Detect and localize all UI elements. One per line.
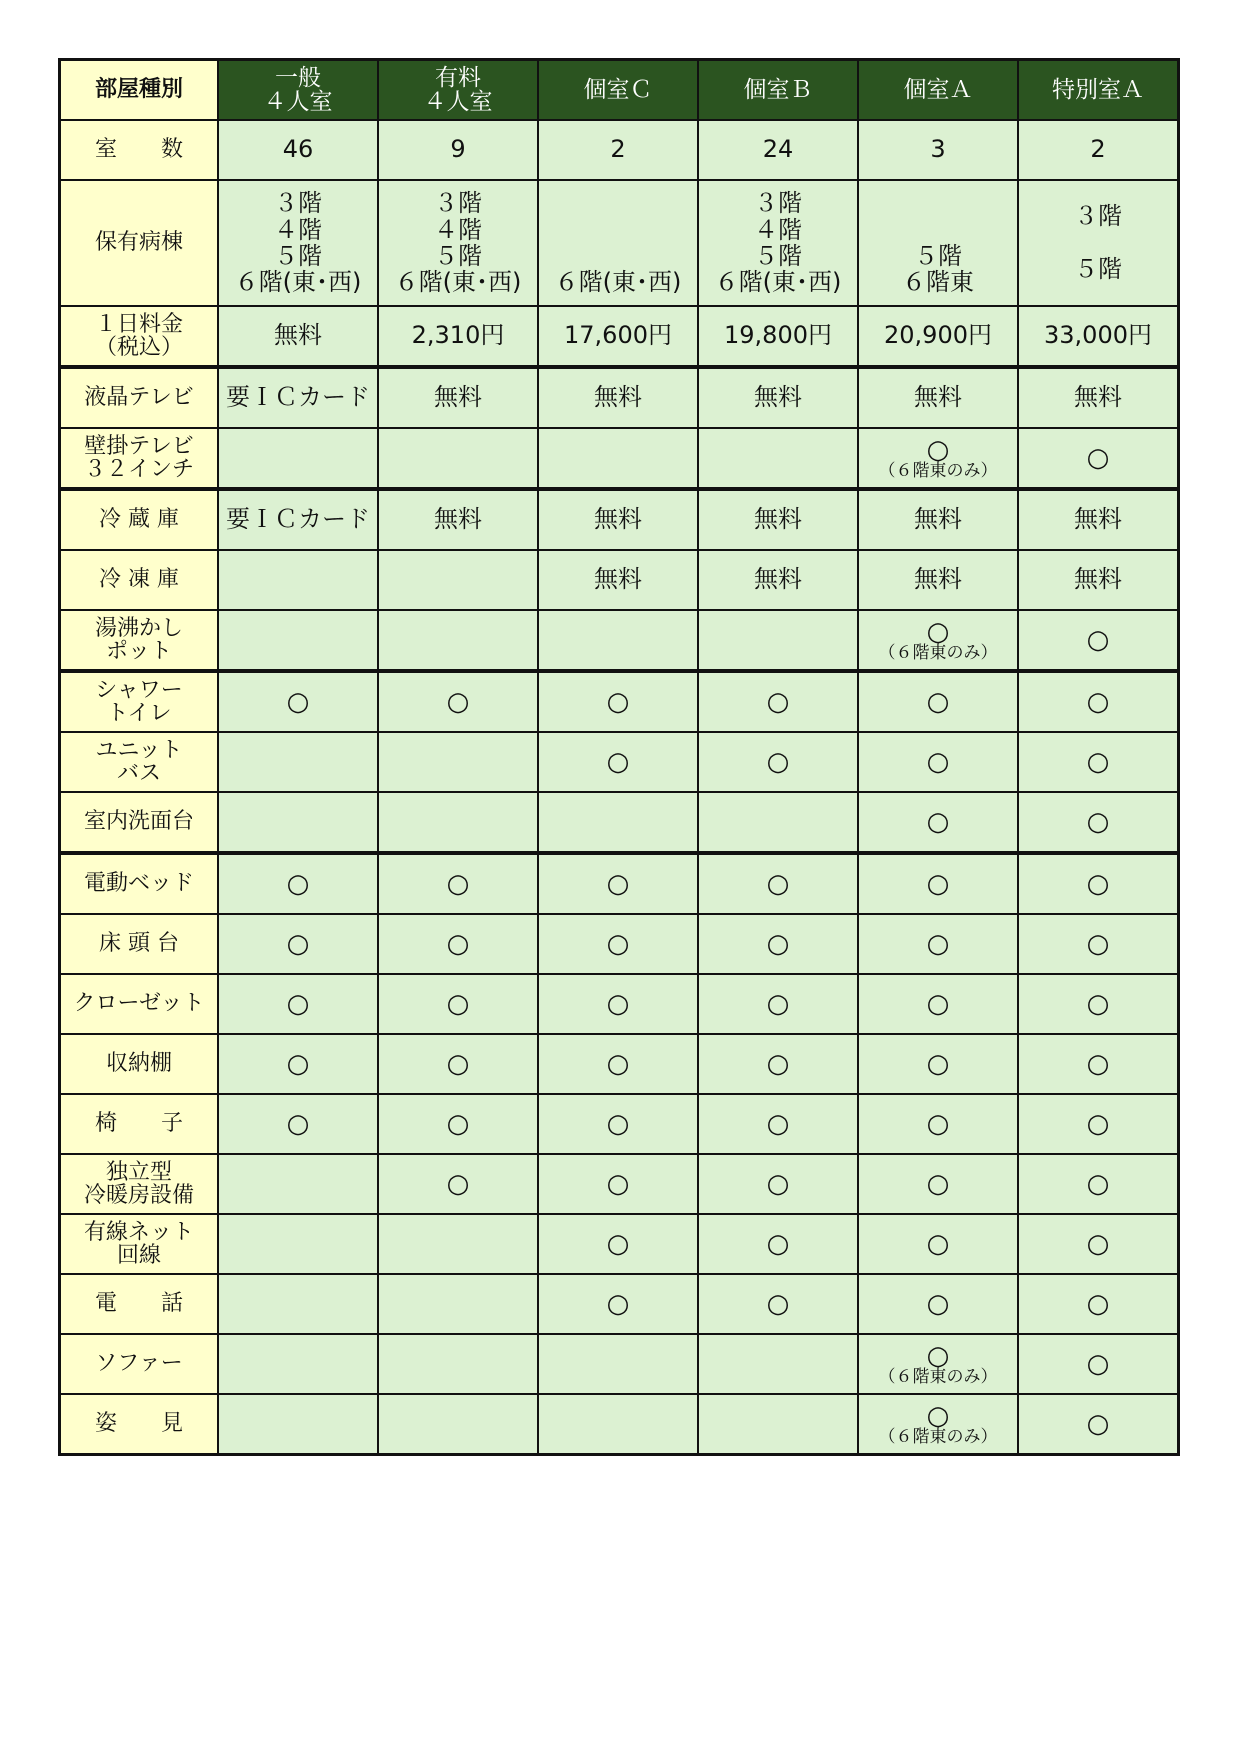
table-row [60, 120, 1179, 180]
table-row [60, 367, 1179, 428]
table-cell: 20,900円 [858, 306, 1018, 367]
table-cell [218, 853, 378, 914]
row-header: 有線ネット 回線 [60, 1214, 219, 1274]
table-cell [1018, 914, 1179, 974]
available-mark: ○ [1086, 1349, 1110, 1379]
table-cell [698, 853, 858, 914]
table-cell: 2 [1018, 120, 1179, 180]
table-row [60, 1034, 1179, 1094]
available-mark: ○ [446, 687, 470, 717]
table-cell: 無料 [218, 306, 378, 367]
table-cell [378, 1214, 538, 1274]
row-header: 姿 見 [60, 1394, 219, 1455]
available-mark: ○ [766, 1049, 790, 1079]
table-cell [218, 610, 378, 671]
table-cell [858, 1334, 1018, 1394]
available-mark: ○ [1086, 1409, 1110, 1439]
table-cell [538, 1274, 698, 1334]
table-cell [538, 1094, 698, 1154]
table-cell [1018, 1094, 1179, 1154]
table-row [60, 180, 1179, 306]
available-mark: ○ [926, 929, 950, 959]
table-cell [858, 1034, 1018, 1094]
table-cell [378, 550, 538, 610]
table-cell [858, 1394, 1018, 1455]
table-cell [858, 1094, 1018, 1154]
table-cell: 無料 [538, 367, 698, 428]
corner-label: 部屋種別 [60, 60, 219, 121]
available-mark: ○ [286, 989, 310, 1019]
table-cell [858, 792, 1018, 853]
table-cell: 無料 [698, 367, 858, 428]
table-cell [378, 732, 538, 792]
table-cell [858, 853, 1018, 914]
table-cell: 要ＩＣカード [218, 367, 378, 428]
table-cell [698, 1274, 858, 1334]
column-header-private-b: 個室Ｂ [698, 60, 858, 121]
table-cell: 無料 [538, 550, 698, 610]
table-cell [218, 1394, 378, 1455]
table-row [60, 428, 1179, 489]
available-mark: ○ [766, 1229, 790, 1259]
table-cell [858, 974, 1018, 1034]
table-cell [698, 610, 858, 671]
table-cell: 46 [218, 120, 378, 180]
table-cell [218, 1094, 378, 1154]
available-mark: ○ [926, 1229, 950, 1259]
row-header: 液晶テレビ [60, 367, 219, 428]
table-cell: 19,800円 [698, 306, 858, 367]
table-cell [538, 671, 698, 732]
table-cell [378, 1094, 538, 1154]
table-cell [218, 1214, 378, 1274]
available-mark: ○ [1086, 443, 1110, 473]
row-header: 椅 子 [60, 1094, 219, 1154]
cell-note: （６階東のみ） [878, 642, 998, 663]
table-cell [858, 671, 1018, 732]
table-cell [698, 1394, 858, 1455]
available-mark: ○ [766, 989, 790, 1019]
table-cell [858, 610, 1018, 671]
available-mark: ○ [606, 687, 630, 717]
table-cell: 33,000円 [1018, 306, 1179, 367]
available-mark: ○ [766, 869, 790, 899]
row-header: 独立型 冷暖房設備 [60, 1154, 219, 1214]
column-header-paid-4bed: 有料 ４人室 [378, 60, 538, 121]
row-header: 室内洗面台 [60, 792, 219, 853]
available-mark: ○ [606, 1229, 630, 1259]
table-cell [698, 1214, 858, 1274]
available-mark: ○ [286, 1109, 310, 1139]
table-cell: 無料 [378, 489, 538, 550]
table-cell: 無料 [698, 550, 858, 610]
available-mark: ○ [1086, 1109, 1110, 1139]
table-cell [538, 1154, 698, 1214]
available-mark: ○ [1086, 1289, 1110, 1319]
table-cell: 無料 [1018, 489, 1179, 550]
table-cell [218, 792, 378, 853]
table-cell [698, 1034, 858, 1094]
row-header: シャワー トイレ [60, 671, 219, 732]
table-cell [378, 1394, 538, 1455]
row-header: 電 話 [60, 1274, 219, 1334]
available-mark: ○ [926, 747, 950, 777]
available-mark: ○ [926, 1109, 950, 1139]
table-cell [378, 610, 538, 671]
available-mark: ○ [286, 869, 310, 899]
room-type-table [58, 58, 1180, 1456]
available-mark: ○ [766, 1289, 790, 1319]
table-row [60, 974, 1179, 1034]
table-cell [1018, 671, 1179, 732]
available-mark: ○ [926, 1169, 950, 1199]
table-cell: 無料 [698, 489, 858, 550]
table-cell: 無料 [858, 550, 1018, 610]
row-header: 収納棚 [60, 1034, 219, 1094]
table-cell [698, 732, 858, 792]
available-mark: ○ [286, 1049, 310, 1079]
table-cell [538, 732, 698, 792]
table-cell [218, 1154, 378, 1214]
table-cell [378, 671, 538, 732]
table-cell: 2 [538, 120, 698, 180]
table-cell [378, 428, 538, 489]
table-cell [858, 1274, 1018, 1334]
table-cell [1018, 1394, 1179, 1455]
table-cell [1018, 610, 1179, 671]
table-cell [538, 610, 698, 671]
row-header: クローゼット [60, 974, 219, 1034]
table-cell: 無料 [1018, 367, 1179, 428]
table-cell [378, 1034, 538, 1094]
row-header: 電動ベッド [60, 853, 219, 914]
table-cell: 3 [858, 120, 1018, 180]
row-header: ソファー [60, 1334, 219, 1394]
table-cell [218, 671, 378, 732]
table-cell [1018, 428, 1179, 489]
table-cell: 24 [698, 120, 858, 180]
row-header: １日料金 （税込） [60, 306, 219, 367]
available-mark: ○ [446, 1049, 470, 1079]
table-cell: ３階 ５階 [1018, 180, 1179, 306]
row-header: ユニット バス [60, 732, 219, 792]
table-cell [698, 1154, 858, 1214]
row-header: 室 数 [60, 120, 219, 180]
table-cell [858, 914, 1018, 974]
header-row [60, 60, 1179, 121]
available-mark: ○ [926, 616, 950, 647]
cell-note: （６階東のみ） [878, 1426, 998, 1447]
available-mark: ○ [446, 929, 470, 959]
available-mark: ○ [1086, 807, 1110, 837]
available-mark: ○ [926, 1400, 950, 1431]
table-cell [538, 792, 698, 853]
row-header: 冷 凍 庫 [60, 550, 219, 610]
available-mark: ○ [926, 869, 950, 899]
available-mark: ○ [1086, 1169, 1110, 1199]
table-cell [858, 732, 1018, 792]
table-cell [218, 974, 378, 1034]
table-cell [378, 853, 538, 914]
table-cell: ３階 ４階 ５階 ６階(東･西) [218, 180, 378, 306]
available-mark: ○ [766, 929, 790, 959]
column-header-special-a: 特別室Ａ [1018, 60, 1179, 121]
available-mark: ○ [1086, 625, 1110, 655]
table-row [60, 1214, 1179, 1274]
table-cell [1018, 792, 1179, 853]
available-mark: ○ [606, 1109, 630, 1139]
table-cell [218, 732, 378, 792]
table-row [60, 550, 1179, 610]
table-row [60, 671, 1179, 732]
table-row [60, 732, 1179, 792]
available-mark: ○ [1086, 929, 1110, 959]
available-mark: ○ [446, 1169, 470, 1199]
available-mark: ○ [286, 929, 310, 959]
table-row [60, 853, 1179, 914]
cell-note: （６階東のみ） [878, 1366, 998, 1387]
table-cell [538, 853, 698, 914]
table-cell [1018, 1274, 1179, 1334]
available-mark: ○ [926, 1289, 950, 1319]
available-mark: ○ [606, 747, 630, 777]
row-header: 保有病棟 [60, 180, 219, 306]
table-cell [218, 1334, 378, 1394]
table-cell [218, 1274, 378, 1334]
table-cell: 17,600円 [538, 306, 698, 367]
table-cell: 無料 [1018, 550, 1179, 610]
available-mark: ○ [1086, 1049, 1110, 1079]
table-cell: ６階(東･西) [538, 180, 698, 306]
available-mark: ○ [1086, 989, 1110, 1019]
row-header: 壁掛テレビ ３２インチ [60, 428, 219, 489]
table-cell [538, 914, 698, 974]
available-mark: ○ [926, 687, 950, 717]
available-mark: ○ [766, 1109, 790, 1139]
available-mark: ○ [446, 869, 470, 899]
column-header-private-a: 個室Ａ [858, 60, 1018, 121]
table-cell: 9 [378, 120, 538, 180]
available-mark: ○ [1086, 747, 1110, 777]
table-cell [538, 1034, 698, 1094]
table-cell [538, 1394, 698, 1455]
available-mark: ○ [606, 929, 630, 959]
table-cell [698, 428, 858, 489]
available-mark: ○ [1086, 687, 1110, 717]
available-mark: ○ [926, 989, 950, 1019]
table-cell [378, 792, 538, 853]
available-mark: ○ [766, 747, 790, 777]
available-mark: ○ [446, 989, 470, 1019]
table-cell [218, 914, 378, 974]
table-cell: ３階 ４階 ５階 ６階(東･西) [698, 180, 858, 306]
table-cell [698, 792, 858, 853]
available-mark: ○ [766, 687, 790, 717]
table-row [60, 1274, 1179, 1334]
row-header: 床 頭 台 [60, 914, 219, 974]
table-cell [538, 428, 698, 489]
available-mark: ○ [606, 1049, 630, 1079]
table-cell [378, 1274, 538, 1334]
table-cell [1018, 1154, 1179, 1214]
available-mark: ○ [446, 1109, 470, 1139]
table-cell [538, 1334, 698, 1394]
available-mark: ○ [286, 687, 310, 717]
table-cell [1018, 732, 1179, 792]
table-cell [1018, 1334, 1179, 1394]
table-cell [858, 1214, 1018, 1274]
table-cell [858, 428, 1018, 489]
available-mark: ○ [1086, 869, 1110, 899]
table-cell: ５階 ６階東 [858, 180, 1018, 306]
column-header-general-4bed: 一般 ４人室 [218, 60, 378, 121]
table-row [60, 1394, 1179, 1455]
table-body [60, 120, 1179, 1455]
table-cell [538, 974, 698, 1034]
table-cell [378, 1154, 538, 1214]
available-mark: ○ [926, 1049, 950, 1079]
table-cell [698, 1334, 858, 1394]
table-cell: 無料 [858, 367, 1018, 428]
table-cell [1018, 853, 1179, 914]
available-mark: ○ [926, 434, 950, 465]
table-row [60, 306, 1179, 367]
table-cell [378, 1334, 538, 1394]
row-header: 湯沸かし ポット [60, 610, 219, 671]
table-cell [378, 974, 538, 1034]
table-row [60, 914, 1179, 974]
available-mark: ○ [766, 1169, 790, 1199]
table-cell [1018, 1214, 1179, 1274]
column-header-private-c: 個室Ｃ [538, 60, 698, 121]
table-cell [858, 1154, 1018, 1214]
table-cell [218, 1034, 378, 1094]
table-row [60, 489, 1179, 550]
cell-note: （６階東のみ） [878, 460, 998, 481]
table-row [60, 1154, 1179, 1214]
table-row [60, 1094, 1179, 1154]
table-cell: 無料 [378, 367, 538, 428]
table-cell [218, 428, 378, 489]
table-cell [218, 550, 378, 610]
table-cell [1018, 1034, 1179, 1094]
table-cell [698, 974, 858, 1034]
table-row [60, 792, 1179, 853]
available-mark: ○ [1086, 1229, 1110, 1259]
available-mark: ○ [926, 807, 950, 837]
table-cell [378, 914, 538, 974]
available-mark: ○ [606, 869, 630, 899]
table-cell: 2,310円 [378, 306, 538, 367]
available-mark: ○ [606, 1289, 630, 1319]
table-row [60, 610, 1179, 671]
table-cell [538, 1214, 698, 1274]
available-mark: ○ [606, 1169, 630, 1199]
table-cell [698, 671, 858, 732]
table-cell [1018, 974, 1179, 1034]
table-row [60, 1334, 1179, 1394]
table-cell: 要ＩＣカード [218, 489, 378, 550]
available-mark: ○ [606, 989, 630, 1019]
available-mark: ○ [926, 1340, 950, 1371]
row-header: 冷 蔵 庫 [60, 489, 219, 550]
table-cell: 無料 [538, 489, 698, 550]
table-cell: 無料 [858, 489, 1018, 550]
table-cell: ３階 ４階 ５階 ６階(東･西) [378, 180, 538, 306]
table-cell [698, 914, 858, 974]
table-cell [698, 1094, 858, 1154]
